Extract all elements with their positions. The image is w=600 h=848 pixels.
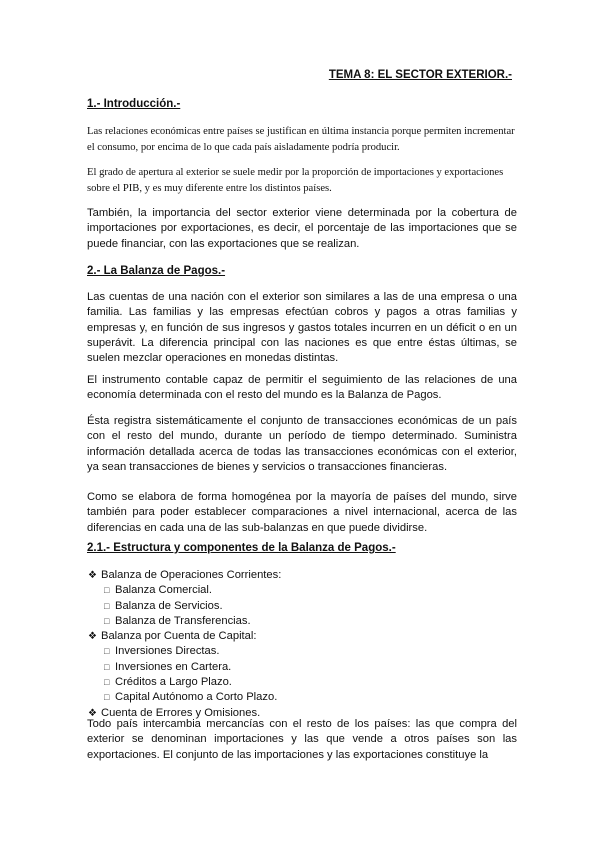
s2-paragraph-2: El instrumento contable capaz de permitir el seguimiento de las relaciones de una economía determinada con el resto del mundo es la Balanza de Pagos.	[87, 374, 517, 402]
list-item: ❖ Balanza por Cuenta de Capital: □ Inversiones Directas. □ Inversiones en Cartera. □ Créditos a Largo Plazo. □ Capital Autónomo a Corto Plazo.	[88, 629, 281, 705]
sub-list-item: □ Inversiones Directas.	[104, 644, 281, 659]
box-bullet-icon: □	[104, 615, 110, 626]
s1-paragraph-3: También, la importancia del sector exterior viene determinada por la cobertura de importaciones por exportaciones, es decir, el porcentaje de las importaciones que se puede financiar, con las exportaciones que se realizan.	[87, 207, 517, 250]
diamond-bullet-icon: ❖	[88, 570, 97, 581]
page-title: TEMA 8: EL SECTOR EXTERIOR.-	[328, 69, 512, 81]
sub-list-item: □ Inversiones en Cartera.	[104, 660, 281, 675]
components-list	[88, 568, 281, 721]
sub-list-item: □ Capital Autónomo a Corto Plazo.	[104, 690, 281, 705]
box-bullet-icon: □	[104, 661, 110, 672]
diamond-bullet-icon: ❖	[88, 631, 97, 643]
box-bullet-icon: □	[104, 585, 110, 596]
section-1-heading: 1.- Introducción.-	[87, 98, 181, 110]
s1-paragraph-1: Las relaciones económicas entre países se justifican en última instancia porque permiten incrementar el consumo, por encima de lo que cada país aisladamente podría producir.	[87, 126, 515, 153]
s2-paragraph-3: Ésta registra sistemáticamente el conjunto de transacciones económicas de un país con el resto del mundo, durante un período de tiempo determinado. Suministra información detallada acerca de todas las transacciones económicas con el exterior, ya sean transacciones de bienes y servicios o transacciones financieras.	[87, 415, 517, 473]
list-item: ❖ Balanza de Operaciones Corrientes: □ Balanza Comercial. □ Balanza de Servicios. □ Balanza de Transferencias.	[88, 568, 281, 629]
diamond-bullet-icon: ❖	[88, 707, 97, 719]
s1-paragraph-2: El grado de apertura al exterior se suele medir por la proporción de importaciones y exportaciones sobre el PIB, y es muy diferente entre los distintos países.	[87, 167, 504, 194]
sub-list	[88, 583, 281, 629]
box-bullet-icon: □	[104, 692, 110, 703]
s21-paragraph-final: Todo país intercambia mercancías con el resto de los países: las que compra del exterior se denominan importaciones y las que vende a otros países son las exportaciones. El conjunto de las importaciones y las exportaciones constituye la	[87, 718, 517, 761]
sub-list	[88, 644, 281, 705]
sub-list-item: □ Créditos a Largo Plazo.	[104, 675, 281, 690]
s2-paragraph-4: Como se elabora de forma homogénea por la mayoría de países del mundo, sirve también para poder establecer comparaciones a nivel internacional, acerca de las diferencias en cada una de las sub-balanzas en que puede dividirse.	[87, 491, 517, 534]
sub-list-item: □ Balanza de Servicios.	[104, 599, 281, 614]
section-2-1-heading: 2.1.- Estructura y componentes de la Balanza de Pagos.-	[87, 542, 396, 554]
s2-paragraph-1: Las cuentas de una nación con el exterior son similares a las de una empresa o una familia. Las familias y las empresas efectúan cobros y pagos a otras familias y empresas y, en función de sus ingresos y gastos totales incurren en un déficit o en un superávit. La diferencia principal con las naciones es que entre éstas últimas, se suelen mezclar operaciones en monedas distintas.	[87, 291, 517, 365]
box-bullet-icon: □	[104, 600, 110, 611]
section-2-heading: 2.- La Balanza de Pagos.-	[87, 265, 226, 277]
sub-list-item: □ Balanza de Transferencias.	[104, 614, 281, 629]
list-item: ❖ Cuenta de Errores y Omisiones.	[88, 706, 281, 721]
sub-list-item: □ Balanza Comercial.	[104, 583, 281, 598]
box-bullet-icon: □	[104, 646, 110, 657]
box-bullet-icon: □	[104, 677, 110, 688]
